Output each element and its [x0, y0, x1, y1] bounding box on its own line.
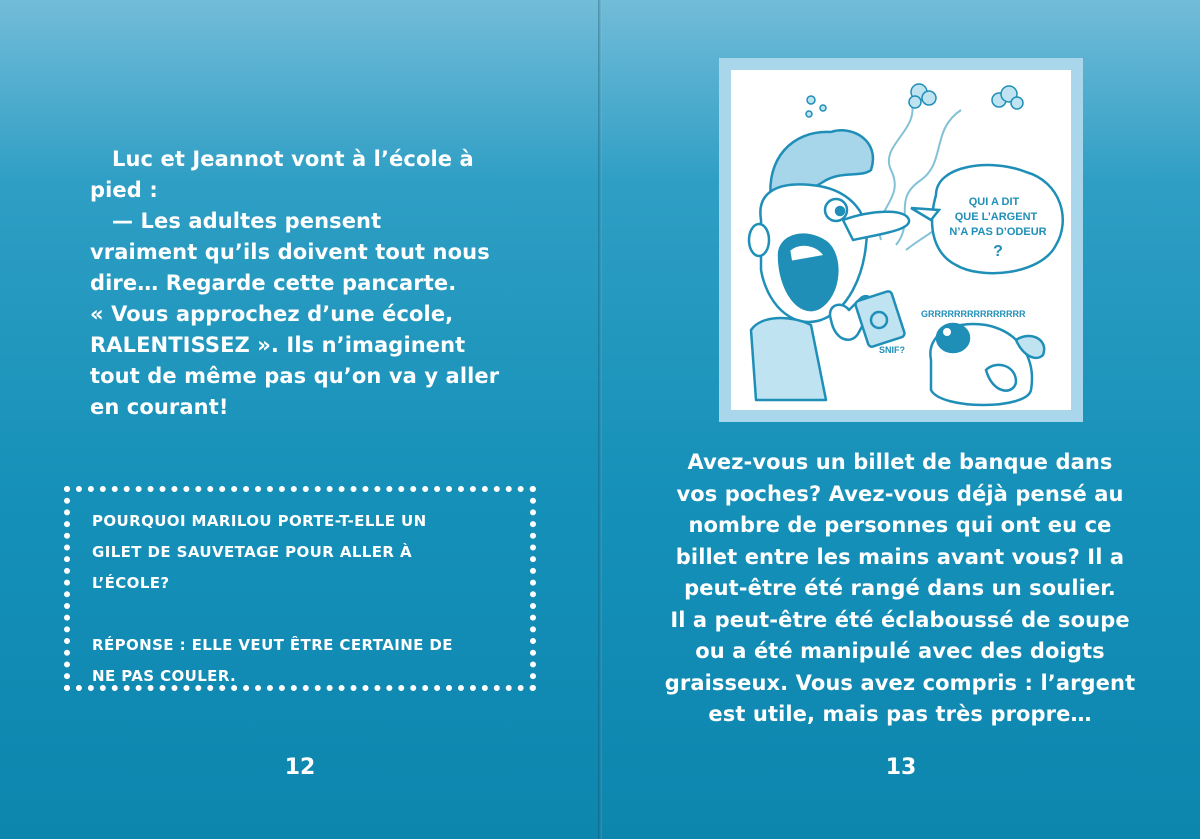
- book-spine: [598, 0, 602, 839]
- info-line: est utile, mais pas très propre…: [708, 702, 1092, 726]
- riddle-question-line: GILET DE SAUVETAGE POUR ALLER À: [92, 543, 412, 561]
- cartoon-illustration: [731, 70, 1071, 410]
- page-number-right: 13: [885, 755, 917, 780]
- info-line: graisseux. Vous avez compris : l’argent: [664, 670, 1136, 695]
- story-line: « Vous approchez d’une école,: [90, 302, 454, 326]
- info-line: peut-être été rangé dans un soulier.: [684, 576, 1116, 600]
- dog-nose: [937, 324, 969, 352]
- info-line: nombre de personnes qui ont eu ce: [688, 513, 1112, 537]
- right-page: [600, 0, 1200, 839]
- sniff-text: SNIF?: [879, 345, 905, 355]
- info-text: [660, 447, 1140, 731]
- speech-line: QUE L’ARGENT: [954, 211, 1038, 223]
- info-line: vos poches? Avez-vous déjà pensé au: [676, 481, 1124, 506]
- dog-growl-text: GRRRRRRRRRRRRRRR: [921, 309, 1026, 319]
- story-line: Luc et Jeannot vont à l’école à: [112, 147, 474, 171]
- boy-ear: [749, 224, 769, 256]
- speech-line: ?: [993, 243, 1003, 260]
- page-number-left: 12: [284, 755, 316, 780]
- story-line: dire… Regarde cette pancarte.: [90, 271, 457, 295]
- boy-nose: [843, 212, 909, 240]
- boy-character: [749, 130, 909, 400]
- dog-character: [930, 324, 1044, 405]
- speech-line: N’A PAS D’ODEUR: [949, 226, 1047, 238]
- boy-body: [751, 318, 826, 400]
- story-line: RALENTISSEZ ». Ils n’imaginent: [90, 333, 466, 357]
- riddle-answer-line: NE PAS COULER.: [92, 667, 237, 685]
- info-line: billet entre les mains avant vous? Il a: [675, 544, 1125, 569]
- illustration-frame: [719, 58, 1083, 422]
- story-line: tout de même pas qu’on va y aller: [90, 364, 500, 388]
- speech-line: QUI A DIT: [968, 196, 1020, 208]
- story-line: pied :: [90, 178, 158, 202]
- riddle-box: [64, 486, 536, 691]
- riddle-question-line: L’ÉCOLE?: [92, 574, 170, 592]
- info-line: Il a peut-être été éclaboussé de soupe: [670, 607, 1130, 632]
- story-line: en courant!: [90, 395, 229, 419]
- story-line: vraiment qu’ils doivent tout nous: [90, 240, 490, 264]
- riddle-answer-line: RÉPONSE : ELLE VEUT ÊTRE CERTAINE DE: [92, 636, 453, 654]
- info-line: Avez-vous un billet de banque dans: [687, 450, 1113, 474]
- smoke-puffs: [806, 84, 1023, 117]
- info-line: ou a été manipulé avec des doigts: [695, 639, 1105, 663]
- story-line: — Les adultes pensent: [112, 209, 382, 233]
- banknote-icon: [855, 290, 906, 347]
- story-text: [90, 144, 520, 423]
- riddle-question-line: POURQUOI MARILOU PORTE-T-ELLE UN: [92, 512, 427, 530]
